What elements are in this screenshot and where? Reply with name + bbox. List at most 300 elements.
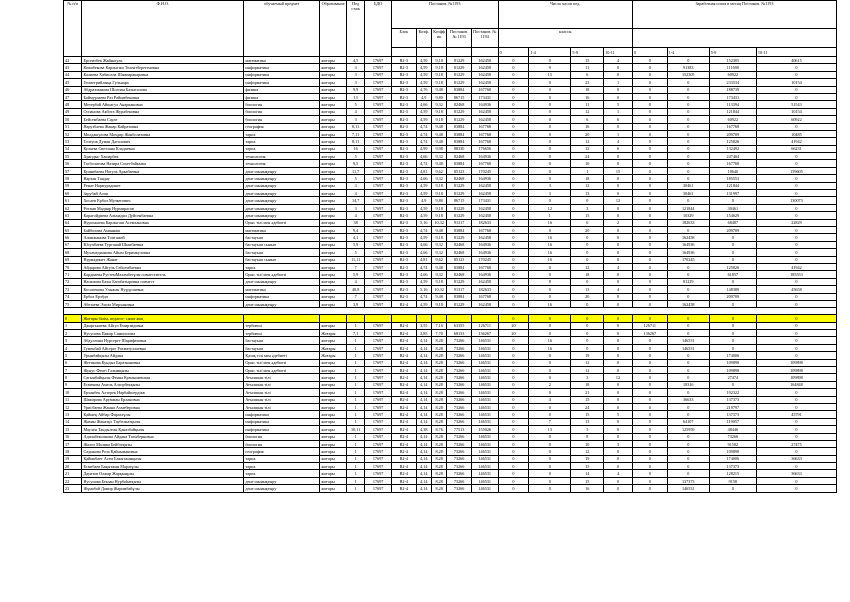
cell-kf	[416, 315, 431, 322]
cell-koef: 9,18	[431, 71, 446, 78]
cell-ped: 4,5	[346, 57, 364, 64]
cell-post1193: 63355	[447, 322, 472, 329]
cell-bdo: 17697	[365, 263, 392, 270]
cell-education: Жоғары	[320, 352, 347, 359]
cell-education: жоғары	[320, 448, 347, 455]
cell-h1011: 1	[604, 79, 633, 86]
cell-kf: 4,66	[416, 153, 431, 160]
cell-post1194: 167768	[471, 130, 498, 137]
cell-h14: 0	[529, 403, 571, 410]
cell-s59: 68487	[709, 219, 756, 226]
cell-s1011: 0	[756, 241, 836, 248]
cell-blok: В2-3	[391, 293, 416, 300]
cell-h0: 0	[498, 485, 529, 492]
cell-h14: 0	[529, 411, 571, 418]
cell-h0: 0	[498, 234, 529, 241]
cell-h59: 0	[571, 249, 604, 256]
cell-s1011: 60922	[756, 116, 836, 123]
cell-h14: 16	[529, 219, 571, 226]
cell-h59: 14	[571, 470, 604, 477]
cell-bdo: 17697	[365, 470, 392, 477]
cell-h1011: 0	[604, 322, 633, 329]
cell-h0: 0	[498, 108, 529, 115]
table-row	[64, 79, 837, 86]
cell-fio: Айдарова Айгуль Сейсембаевна	[82, 263, 244, 270]
table-row	[64, 116, 837, 123]
table-row	[64, 241, 837, 248]
cell-h1011: 0	[604, 190, 633, 197]
cell-post1193: 86715	[447, 197, 472, 204]
cell-s0: 0	[632, 278, 667, 285]
cell-education: жоғары	[320, 359, 347, 366]
cell-koef: 9,80	[431, 93, 446, 100]
cell-education: жоғары	[320, 271, 347, 278]
cell-education: жоғары	[320, 322, 347, 329]
cell-fio: Ерсеитбек Жайнагуль	[82, 57, 244, 64]
cell-h1011: 4	[604, 263, 633, 270]
cell-h14: 0	[529, 477, 571, 484]
cell-blok: В2-3	[391, 145, 416, 152]
cell-no: 54	[64, 145, 82, 152]
cell-h0: 0	[498, 71, 529, 78]
cell-h1011: 0	[604, 175, 633, 182]
cell-s14: 0	[667, 160, 709, 167]
cell-subject: тарих	[244, 455, 320, 462]
cell-subject: биология	[244, 440, 320, 447]
cell-blok: В2-3	[391, 101, 416, 108]
cell-s14: 0	[667, 330, 709, 337]
cell-s14: 0	[667, 322, 709, 329]
cell-h14: 0	[529, 463, 571, 470]
cell-h0: 0	[498, 182, 529, 189]
cell-ped: 1	[346, 463, 364, 470]
cell-post1193: 81229	[447, 57, 472, 64]
cell-h59: 0	[571, 241, 604, 248]
cell-blok: В2-3	[391, 123, 416, 130]
cell-s59: 188739	[709, 86, 756, 93]
cell-h1011: 0	[604, 315, 633, 322]
cell-s14: 36633	[667, 396, 709, 403]
cell-ped: 11,11	[346, 256, 364, 263]
cell-post1193: 91317	[447, 286, 472, 293]
cell-s0: 0	[632, 234, 667, 241]
cell-blok: В2-3	[391, 116, 416, 123]
cell-no: 0	[64, 315, 82, 322]
header-blok: Блок	[391, 29, 416, 48]
cell-s1011: 40615	[756, 57, 836, 64]
header-fio: Ф.И.О.	[82, 1, 244, 57]
cell-h1011: 0	[604, 300, 633, 307]
cell-s0: 0	[632, 219, 667, 226]
table-row	[64, 71, 837, 78]
header-s0: 0	[632, 48, 667, 57]
cell-subject: физика	[244, 93, 320, 100]
spreadsheet	[63, 0, 837, 493]
cell-fio: Храпдыс Хашарбек	[82, 153, 244, 160]
cell-education: жоғары	[320, 256, 347, 263]
cell-koef: 9,62	[431, 256, 446, 263]
table-row	[64, 271, 837, 278]
cell-s1011: 0	[756, 433, 836, 440]
cell-s1011: 0	[756, 485, 836, 492]
cell-post1193: 81229	[447, 71, 472, 78]
table-row	[64, 455, 837, 462]
cell-h59: 3	[571, 374, 604, 381]
cell-no: 14	[64, 418, 82, 425]
cell-h1011: 0	[604, 204, 633, 211]
cell-s0: 0	[632, 160, 667, 167]
cell-koef: 8,28	[431, 448, 446, 455]
cell-s59: 247404	[709, 153, 756, 160]
cell-bdo: 17697	[365, 138, 392, 145]
cell-post1194: 164936	[471, 249, 498, 256]
cell-bdo: 17697	[365, 71, 392, 78]
cell-bdo: 17697	[365, 485, 392, 492]
cell-s1011: 10154	[756, 79, 836, 86]
table-body-uncategorized	[64, 322, 837, 492]
cell-post1193: 73266	[447, 477, 472, 484]
cell-bdo	[365, 315, 392, 322]
cell-fio: Хосаев Ербол Мулкегович	[82, 197, 244, 204]
cell-h14: 0	[529, 440, 571, 447]
cell-h0: 0	[498, 463, 529, 470]
cell-s14: 30461	[667, 190, 709, 197]
cell-h14: 12	[529, 204, 571, 211]
cell-post1193: 91317	[447, 219, 472, 226]
cell-blok	[391, 315, 416, 322]
cell-s1011: 0	[756, 315, 836, 322]
cell-s14: 0	[667, 57, 709, 64]
cell-post1194: 170245	[471, 256, 498, 263]
cell-koef	[431, 315, 446, 322]
cell-s0: 0	[632, 315, 667, 322]
table-row	[64, 219, 837, 226]
cell-s59: 137373	[709, 411, 756, 418]
cell-kf: 3,55	[416, 322, 431, 329]
cell-blok: В2-4	[391, 403, 416, 410]
cell-h1011: 0	[604, 86, 633, 93]
cell-s1011: 41942	[756, 138, 836, 145]
cell-kf: 4,14	[416, 411, 431, 418]
cell-subject: математика	[244, 226, 320, 233]
cell-education: жоғары	[320, 197, 347, 204]
cell-h1011: 4	[604, 57, 633, 64]
cell-h59: 18	[571, 175, 604, 182]
cell-no: 7	[64, 367, 82, 374]
table-row	[64, 138, 837, 145]
cell-kf: 4,59	[416, 278, 431, 285]
cell-h59: 15	[571, 212, 604, 219]
cell-post1194: 162458	[471, 116, 498, 123]
cell-post1194: 146531	[471, 455, 498, 462]
cell-ped: 3	[346, 204, 364, 211]
table-row	[64, 367, 837, 374]
cell-s14: 0	[667, 116, 709, 123]
cell-h1011: 15	[604, 167, 633, 174]
table-row	[64, 86, 837, 93]
cell-fio: Жетикова Кундыз Бараткановна	[82, 359, 244, 366]
cell-s1011: 0	[756, 322, 836, 329]
cell-s0: 0	[632, 86, 667, 93]
cell-h0: 0	[498, 160, 529, 167]
cell-kf: 4,14	[416, 448, 431, 455]
cell-koef: 9,32	[431, 249, 446, 256]
cell-post1194: 146531	[471, 359, 498, 366]
cell-bdo: 17697	[365, 411, 392, 418]
cell-ped: 5	[346, 153, 364, 160]
cell-education: жоғары	[320, 263, 347, 270]
cell-subject: тарих	[244, 145, 320, 152]
cell-kf: 4,74	[416, 123, 431, 130]
cell-ped: 1	[346, 359, 364, 366]
cell-s14: 0	[667, 463, 709, 470]
cell-fio: Нусупова Пакир Самиголова	[82, 330, 244, 337]
cell-s1011: 27475	[756, 440, 836, 447]
cell-s0: 136267	[632, 330, 667, 337]
cell-s14: 0	[667, 440, 709, 447]
cell-education: жоғары	[320, 396, 347, 403]
cell-h59: 16	[571, 93, 604, 100]
cell-s1011: 0	[756, 330, 836, 337]
cell-h1011: 0	[604, 381, 633, 388]
cell-s14: 0	[667, 108, 709, 115]
cell-s14: 0	[667, 315, 709, 322]
cell-s59: 0	[709, 344, 756, 351]
cell-education: жоғары	[320, 403, 347, 410]
cell-h1011: 0	[604, 448, 633, 455]
cell-subject: тербиеші	[244, 322, 320, 329]
cell-s59: 148389	[709, 286, 756, 293]
cell-education: жоғары	[320, 485, 347, 492]
cell-s14: 0	[667, 167, 709, 174]
cell-s14: 91383	[667, 64, 709, 71]
cell-fio: Кулаева Светлана Кладаевна	[82, 145, 244, 152]
cell-kf: 4,59	[416, 116, 431, 123]
cell-subject: Ағылшын тілі	[244, 403, 320, 410]
cell-no: 23	[64, 485, 82, 492]
cell-s0: 0	[632, 226, 667, 233]
cell-post1194: 146531	[471, 337, 498, 344]
cell-h14: 0	[529, 116, 571, 123]
cell-s59: 167768	[709, 123, 756, 130]
cell-post1194: 162458	[471, 64, 498, 71]
cell-bdo: 17697	[365, 352, 392, 359]
cell-h0: 0	[498, 57, 529, 64]
table-row	[64, 167, 837, 174]
cell-h1011: 1	[604, 108, 633, 115]
cell-blok: В2-4	[391, 477, 416, 484]
cell-no: 42	[64, 57, 82, 64]
cell-s1011: 0	[756, 293, 836, 300]
table-row	[64, 93, 837, 100]
cell-ped: 1	[346, 396, 364, 403]
table-row	[64, 470, 837, 477]
cell-fio: Есмекова Амель Алгорбекқызы	[82, 381, 244, 388]
cell-s59: 73266	[709, 433, 756, 440]
cell-education: жоғары	[320, 234, 347, 241]
cell-subject: информатика	[244, 64, 320, 71]
cell-s59: 109898	[709, 359, 756, 366]
cell-post1193: 82468	[447, 153, 472, 160]
cell-s14: 125959	[667, 426, 709, 433]
cell-no: 21	[64, 470, 82, 477]
cell-no: 67	[64, 241, 82, 248]
cell-s0: 0	[632, 286, 667, 293]
cell-s14: 0	[667, 367, 709, 374]
cell-h0: 0	[498, 263, 529, 270]
table-row	[64, 403, 837, 410]
cell-s14: 81229	[667, 278, 709, 285]
cell-h0: 0	[498, 293, 529, 300]
cell-koef: 9,18	[431, 108, 446, 115]
cell-kf: 4,14	[416, 337, 431, 344]
cell-koef: 9,18	[431, 190, 446, 197]
cell-h14: 0	[529, 175, 571, 182]
cell-s0: 0	[632, 367, 667, 374]
cell-fio: Ерханбек Алтерек Нарбайшердікв	[82, 389, 244, 396]
cell-bdo: 17697	[365, 130, 392, 137]
cell-s14: 0	[667, 138, 709, 145]
cell-koef: 7,16	[431, 322, 446, 329]
cell-h1011: 0	[604, 330, 633, 337]
cell-s0: 0	[632, 293, 667, 300]
cell-s0: 0	[632, 440, 667, 447]
cell-kf: 4,59	[416, 57, 431, 64]
cell-no: 49	[64, 108, 82, 115]
cell-s14: 0	[667, 293, 709, 300]
cell-post1193: 81229	[447, 182, 472, 189]
cell-s1011: 0	[756, 396, 836, 403]
cell-ped: 1	[346, 485, 364, 492]
cell-post1194: 167768	[471, 138, 498, 145]
cell-kf: 4,9	[416, 197, 431, 204]
cell-h0: 0	[498, 190, 529, 197]
cell-subject: бастауыш сынып	[244, 256, 320, 263]
cell-h0: 0	[498, 352, 529, 359]
cell-bdo: 17697	[365, 219, 392, 226]
cell-kf: 4,59	[416, 79, 431, 86]
cell-kf: 4,59	[416, 300, 431, 307]
cell-koef: 8,28	[431, 359, 446, 366]
table-row	[64, 374, 837, 381]
cell-h1011: 0	[604, 182, 633, 189]
header-hours: Число часов пед.	[498, 1, 632, 29]
cell-ped: 5,9	[346, 241, 364, 248]
cell-h1011: 0	[604, 212, 633, 219]
cell-s0: 0	[632, 352, 667, 359]
cell-bdo: 17697	[365, 359, 392, 366]
cell-ped: 4	[346, 108, 364, 115]
cell-s0: 0	[632, 197, 667, 204]
cell-post1194: 162458	[471, 108, 498, 115]
cell-bdo: 17697	[365, 322, 392, 329]
cell-kf: 5,16	[416, 286, 431, 293]
table-row	[64, 463, 837, 470]
cell-blok: В2-4	[391, 396, 416, 403]
cell-s0: 0	[632, 256, 667, 263]
cell-h14: 16	[529, 241, 571, 248]
cell-s1011: 0	[756, 190, 836, 197]
cell-h14: 16	[529, 249, 571, 256]
cell-h0: 0	[498, 79, 529, 86]
cell-h14: 16	[529, 234, 571, 241]
cell-s0: 0	[632, 145, 667, 152]
cell-h59: 12	[571, 182, 604, 189]
cell-post1194: 146531	[471, 463, 498, 470]
cell-kf: 4,14	[416, 374, 431, 381]
cell-fio: Гуменбай Айсерге Рахматуллаевна	[82, 344, 244, 351]
cell-post1193: 73266	[447, 396, 472, 403]
table-row	[64, 263, 837, 270]
cell-h59: 13	[571, 286, 604, 293]
cell-no: 71	[64, 271, 82, 278]
cell-post1194: 167768	[471, 86, 498, 93]
cell-s0: 0	[632, 418, 667, 425]
cell-koef: 9,18	[431, 204, 446, 211]
cell-kf: 4,14	[416, 359, 431, 366]
header-h0: 0	[498, 48, 529, 57]
cell-ped: 1	[346, 411, 364, 418]
cell-s14: 162458	[667, 234, 709, 241]
cell-s14: 0	[667, 286, 709, 293]
cell-education: жоғары	[320, 455, 347, 462]
cell-post1194: 170245	[471, 167, 498, 174]
cell-s1011: 0	[756, 93, 836, 100]
cell-post1193: 83884	[447, 123, 472, 130]
cell-subject: бастауыш	[244, 249, 320, 256]
cell-h1011: 0	[604, 278, 633, 285]
table-row	[64, 337, 837, 344]
salary-table	[63, 0, 837, 493]
cell-s59: 174006	[709, 455, 756, 462]
cell-blok: В2-3	[391, 93, 416, 100]
cell-ped: 3	[346, 116, 364, 123]
cell-post1194: 146531	[471, 418, 498, 425]
table-row	[64, 426, 837, 433]
cell-no: 61	[64, 197, 82, 204]
cell-s1011: 0	[756, 71, 836, 78]
cell-post1193: 73266	[447, 352, 472, 359]
cell-blok: В2-4	[391, 359, 416, 366]
cell-s59: 60922	[709, 116, 756, 123]
cell-post1193: 73266	[447, 411, 472, 418]
cell-blok: В2-4	[391, 463, 416, 470]
cell-s59: 0	[709, 330, 756, 337]
cell-s1011: 109898	[756, 367, 836, 374]
cell-no: 63	[64, 212, 82, 219]
cell-h0: 0	[498, 418, 529, 425]
cell-post1193: 73266	[447, 403, 472, 410]
cell-education: жоғары	[320, 411, 347, 418]
cell-education: жоғары	[320, 130, 347, 137]
cell-education: жоғары	[320, 79, 347, 86]
cell-h1011: 3	[604, 440, 633, 447]
cell-kf: 4,14	[416, 352, 431, 359]
cell-h1011: 0	[604, 93, 633, 100]
cell-blok: В2-4	[391, 337, 416, 344]
cell-s59: 192322	[709, 389, 756, 396]
cell-post1193: 81229	[447, 79, 472, 86]
cell-s1011: 51543	[756, 101, 836, 108]
cell-subject: дене шынықтыру	[244, 197, 320, 204]
cell-fio: Юсупбаева Турганай Шыибаевна	[82, 241, 244, 248]
table-row	[64, 234, 837, 241]
cell-blok: В2-3	[391, 249, 416, 256]
cell-koef: 8,28	[431, 470, 446, 477]
cell-s14: 0	[667, 86, 709, 93]
cell-h14: 4	[529, 396, 571, 403]
cell-s14: 0	[667, 448, 709, 455]
